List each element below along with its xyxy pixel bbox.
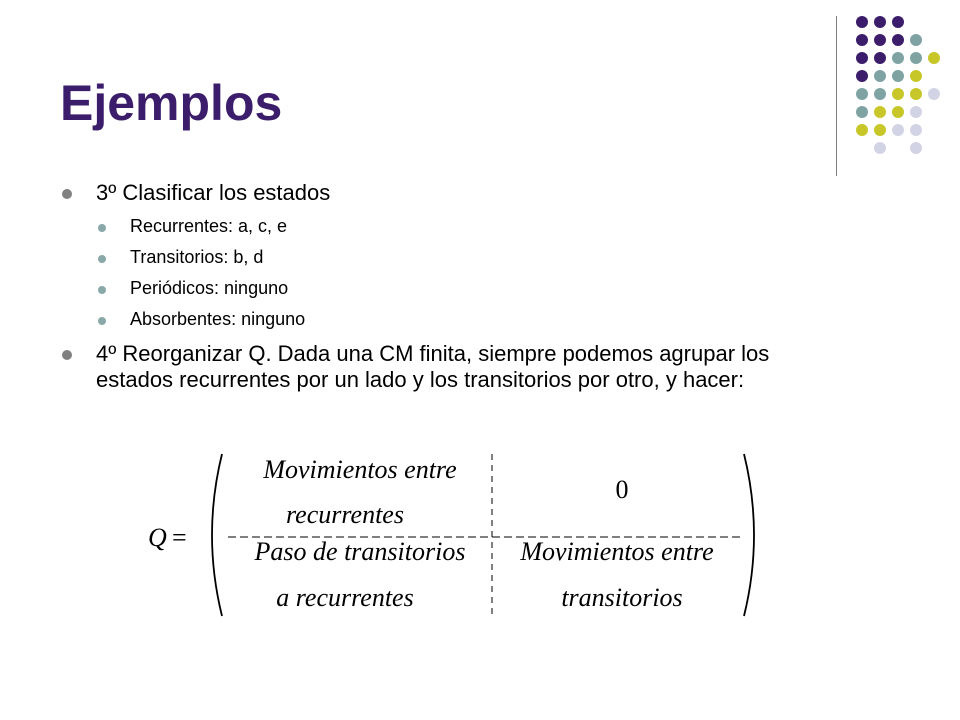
bullet-icon	[98, 255, 106, 263]
title-divider-line	[836, 16, 837, 176]
left-parenthesis	[212, 454, 222, 616]
deco-dot	[856, 34, 868, 46]
bullet-item	[62, 180, 822, 205]
sub-bullet-text: Transitorios: b, d	[130, 247, 264, 268]
block-bottom-left-line2: a recurrentes	[276, 583, 414, 612]
deco-dot	[874, 16, 886, 28]
deco-dot	[856, 88, 868, 100]
deco-dot	[856, 70, 868, 82]
block-bottom-right-line2: transitorios	[561, 583, 683, 612]
matrix-lhs: Q	[148, 523, 167, 552]
bullet-text: 3º Clasificar los estados	[96, 180, 331, 205]
sub-bullet-item	[62, 217, 822, 237]
block-top-left-line1: Movimientos entre	[263, 455, 457, 484]
deco-dot	[874, 70, 886, 82]
deco-dot	[856, 16, 868, 28]
block-top-right: 0	[615, 475, 629, 504]
sub-bullet-text: Recurrentes: a, c, e	[130, 216, 288, 237]
deco-dot	[874, 52, 886, 64]
matrix-equals: =	[172, 523, 187, 552]
bullet-item	[62, 341, 822, 392]
deco-dot	[892, 124, 904, 136]
sub-bullet-text: Absorbentes: ninguno	[130, 308, 306, 329]
sub-bullet-item	[62, 248, 822, 268]
deco-dot	[892, 34, 904, 46]
deco-dot	[910, 70, 922, 82]
deco-dot	[910, 52, 922, 64]
slide-title: Ejemplos	[60, 75, 283, 131]
deco-dot	[928, 88, 940, 100]
deco-dot	[856, 106, 868, 118]
deco-dot	[910, 142, 922, 154]
bullet-list	[62, 180, 822, 392]
deco-dot	[892, 16, 904, 28]
deco-dot	[874, 88, 886, 100]
deco-dot	[910, 106, 922, 118]
deco-dot	[892, 70, 904, 82]
deco-dot	[910, 34, 922, 46]
deco-dot	[892, 106, 904, 118]
deco-dot	[910, 88, 922, 100]
right-parenthesis	[744, 454, 754, 616]
block-bottom-left-line1: Paso de transitorios	[254, 537, 466, 566]
block-top-left-line2: recurrentes	[286, 500, 404, 529]
block-matrix-formula	[140, 448, 780, 623]
bullet-icon	[62, 350, 72, 360]
bullet-icon	[62, 189, 72, 199]
bullet-icon	[98, 286, 106, 294]
bullet-icon	[98, 224, 106, 232]
deco-dot	[874, 124, 886, 136]
sub-bullet-item	[62, 310, 822, 330]
bullet-icon	[98, 317, 106, 325]
deco-dot	[910, 124, 922, 136]
deco-dot	[874, 106, 886, 118]
deco-dot	[856, 124, 868, 136]
block-bottom-right-line1: Movimientos entre	[520, 537, 714, 566]
deco-dot	[874, 34, 886, 46]
bullet-text: 4º Reorganizar Q. Dada una CM finita, siempre podemos agrupar los estados recurrentes por un lado y los transitorios por otro, y hacer:	[96, 341, 770, 392]
sub-bullet-text: Periódicos: ninguno	[130, 277, 289, 298]
deco-dot	[856, 52, 868, 64]
deco-dot	[928, 52, 940, 64]
deco-dot	[892, 88, 904, 100]
deco-dot	[892, 52, 904, 64]
sub-bullet-item	[62, 279, 822, 299]
deco-dot	[874, 142, 886, 154]
